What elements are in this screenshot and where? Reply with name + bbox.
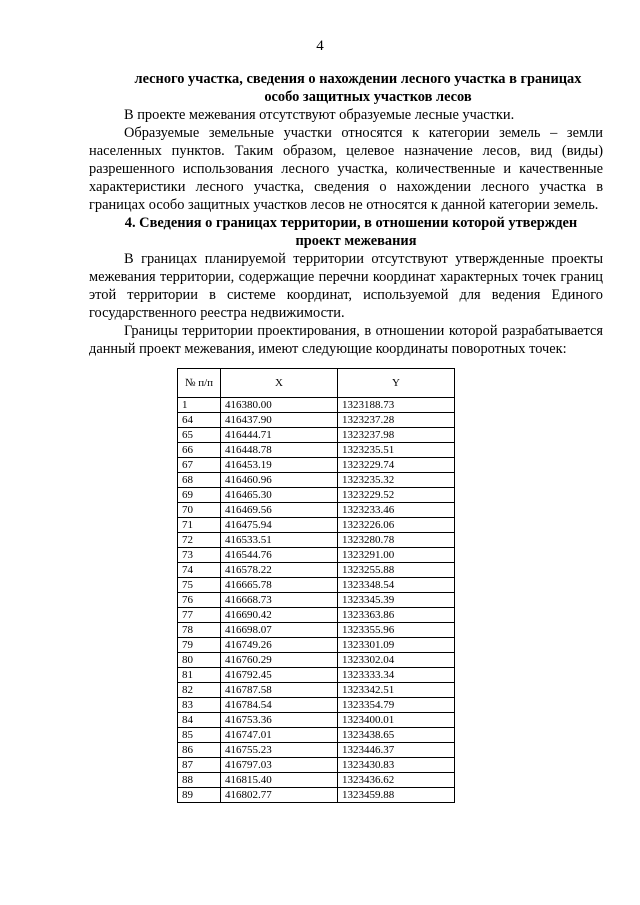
cell-y: 1323438.65: [338, 728, 455, 743]
cell-number: 67: [178, 458, 221, 473]
cell-y: 1323459.88: [338, 788, 455, 803]
table-row: [178, 518, 455, 533]
heading-line: 4. Сведения о границах территории, в отношении которой утвержден: [124, 215, 578, 231]
coordinates-table: [177, 368, 455, 803]
table-row: [178, 413, 455, 428]
table-row: [178, 713, 455, 728]
cell-x: 416448.78: [221, 443, 338, 458]
cell-number: 89: [178, 788, 221, 803]
document-body: [89, 70, 603, 803]
table-row: [178, 398, 455, 413]
cell-number: 82: [178, 683, 221, 698]
cell-x: 416460.96: [221, 473, 338, 488]
cell-number: 81: [178, 668, 221, 683]
cell-number: 73: [178, 548, 221, 563]
cell-number: 79: [178, 638, 221, 653]
cell-y: 1323237.28: [338, 413, 455, 428]
cell-x: 416465.30: [221, 488, 338, 503]
header-y: Y: [338, 369, 455, 398]
cell-number: 75: [178, 578, 221, 593]
cell-number: 87: [178, 758, 221, 773]
cell-number: 66: [178, 443, 221, 458]
header-number: № п/п: [178, 369, 221, 398]
table-row: [178, 638, 455, 653]
cell-y: 1323255.88: [338, 563, 455, 578]
cell-y: 1323237.98: [338, 428, 455, 443]
cell-y: 1323235.51: [338, 443, 455, 458]
cell-y: 1323333.34: [338, 668, 455, 683]
table-row: [178, 698, 455, 713]
header-x: X: [221, 369, 338, 398]
section-heading-4: [89, 214, 603, 250]
cell-x: 416792.45: [221, 668, 338, 683]
cell-x: 416453.19: [221, 458, 338, 473]
table-row: [178, 488, 455, 503]
cell-y: 1323280.78: [338, 533, 455, 548]
table-body: [178, 398, 455, 803]
cell-x: 416749.26: [221, 638, 338, 653]
cell-x: 416475.94: [221, 518, 338, 533]
cell-number: 65: [178, 428, 221, 443]
cell-number: 80: [178, 653, 221, 668]
table-row: [178, 743, 455, 758]
table-row: [178, 548, 455, 563]
page-number: 4: [316, 38, 324, 54]
cell-number: 86: [178, 743, 221, 758]
table-row: [178, 683, 455, 698]
cell-y: 1323436.62: [338, 773, 455, 788]
table-row: [178, 458, 455, 473]
cell-x: 416797.03: [221, 758, 338, 773]
coordinates-table-wrapper: [177, 368, 603, 803]
table-row: [178, 578, 455, 593]
cell-y: 1323354.79: [338, 698, 455, 713]
table-row: [178, 773, 455, 788]
table-row: [178, 653, 455, 668]
cell-y: 1323291.00: [338, 548, 455, 563]
table-row: [178, 788, 455, 803]
cell-y: 1323430.83: [338, 758, 455, 773]
cell-number: 76: [178, 593, 221, 608]
cell-number: 85: [178, 728, 221, 743]
table-row: [178, 473, 455, 488]
cell-x: 416665.78: [221, 578, 338, 593]
table-row: [178, 668, 455, 683]
cell-y: 1323446.37: [338, 743, 455, 758]
cell-x: 416753.36: [221, 713, 338, 728]
cell-y: 1323229.52: [338, 488, 455, 503]
table-row: [178, 428, 455, 443]
cell-x: 416698.07: [221, 623, 338, 638]
table-row: [178, 443, 455, 458]
cell-number: 70: [178, 503, 221, 518]
cell-number: 74: [178, 563, 221, 578]
heading-line: проект межевания: [295, 233, 417, 249]
cell-number: 64: [178, 413, 221, 428]
cell-number: 77: [178, 608, 221, 623]
cell-y: 1323342.51: [338, 683, 455, 698]
cell-y: 1323301.09: [338, 638, 455, 653]
paragraph: Образуемые земельные участки относятся к категории земель – земли населенных пунктов. Таким образом, целевое назначение лесов, вид (виды) разрешенного использования лесного участка, количественные и качественные характеристики лесного участка, сведения о нахождении лесного участка в границах особо защитных участков лесов не относятся к данной категории земель.: [89, 125, 603, 213]
paragraph: Границы территории проектирования, в отношении которой разрабатывается данный проект межевания, имеют следующие координаты поворотных точек:: [89, 323, 603, 357]
cell-number: 83: [178, 698, 221, 713]
cell-y: 1323363.86: [338, 608, 455, 623]
heading-line: особо защитных участков лесов: [264, 89, 472, 105]
cell-x: 416544.76: [221, 548, 338, 563]
cell-y: 1323233.46: [338, 503, 455, 518]
cell-number: 88: [178, 773, 221, 788]
paragraph: В проекте межевания отсутствуют образуемые лесные участки.: [124, 107, 515, 123]
cell-y: 1323400.01: [338, 713, 455, 728]
cell-y: 1323188.73: [338, 398, 455, 413]
cell-y: 1323348.54: [338, 578, 455, 593]
cell-x: 416578.22: [221, 563, 338, 578]
cell-number: 68: [178, 473, 221, 488]
cell-x: 416802.77: [221, 788, 338, 803]
cell-number: 1: [178, 398, 221, 413]
cell-x: 416747.01: [221, 728, 338, 743]
cell-number: 72: [178, 533, 221, 548]
cell-y: 1323345.39: [338, 593, 455, 608]
cell-x: 416437.90: [221, 413, 338, 428]
table-header-row: [178, 369, 455, 398]
cell-number: 84: [178, 713, 221, 728]
cell-x: 416760.29: [221, 653, 338, 668]
cell-x: 416815.40: [221, 773, 338, 788]
cell-y: 1323229.74: [338, 458, 455, 473]
cell-x: 416469.56: [221, 503, 338, 518]
cell-y: 1323235.32: [338, 473, 455, 488]
cell-x: 416533.51: [221, 533, 338, 548]
table-row: [178, 533, 455, 548]
cell-number: 78: [178, 623, 221, 638]
cell-x: 416690.42: [221, 608, 338, 623]
cell-x: 416444.71: [221, 428, 338, 443]
cell-number: 71: [178, 518, 221, 533]
cell-number: 69: [178, 488, 221, 503]
cell-x: 416380.00: [221, 398, 338, 413]
cell-x: 416784.54: [221, 698, 338, 713]
cell-y: 1323302.04: [338, 653, 455, 668]
table-row: [178, 608, 455, 623]
table-row: [178, 728, 455, 743]
table-row: [178, 593, 455, 608]
paragraph: В границах планируемой территории отсутствуют утвержденные проекты межевания территории, содержащие перечни координат характерных точек границ этой территории в системе координат, используемой для ведения Единого государственного реестра недвижимости.: [89, 251, 603, 321]
cell-x: 416755.23: [221, 743, 338, 758]
cell-x: 416668.73: [221, 593, 338, 608]
table-row: [178, 758, 455, 773]
table-row: [178, 563, 455, 578]
heading-line: лесного участка, сведения о нахождении лесного участка в границах: [134, 71, 582, 87]
table-row: [178, 503, 455, 518]
cell-x: 416787.58: [221, 683, 338, 698]
cell-y: 1323355.96: [338, 623, 455, 638]
table-row: [178, 623, 455, 638]
section-heading-forest: [89, 70, 603, 106]
cell-y: 1323226.06: [338, 518, 455, 533]
